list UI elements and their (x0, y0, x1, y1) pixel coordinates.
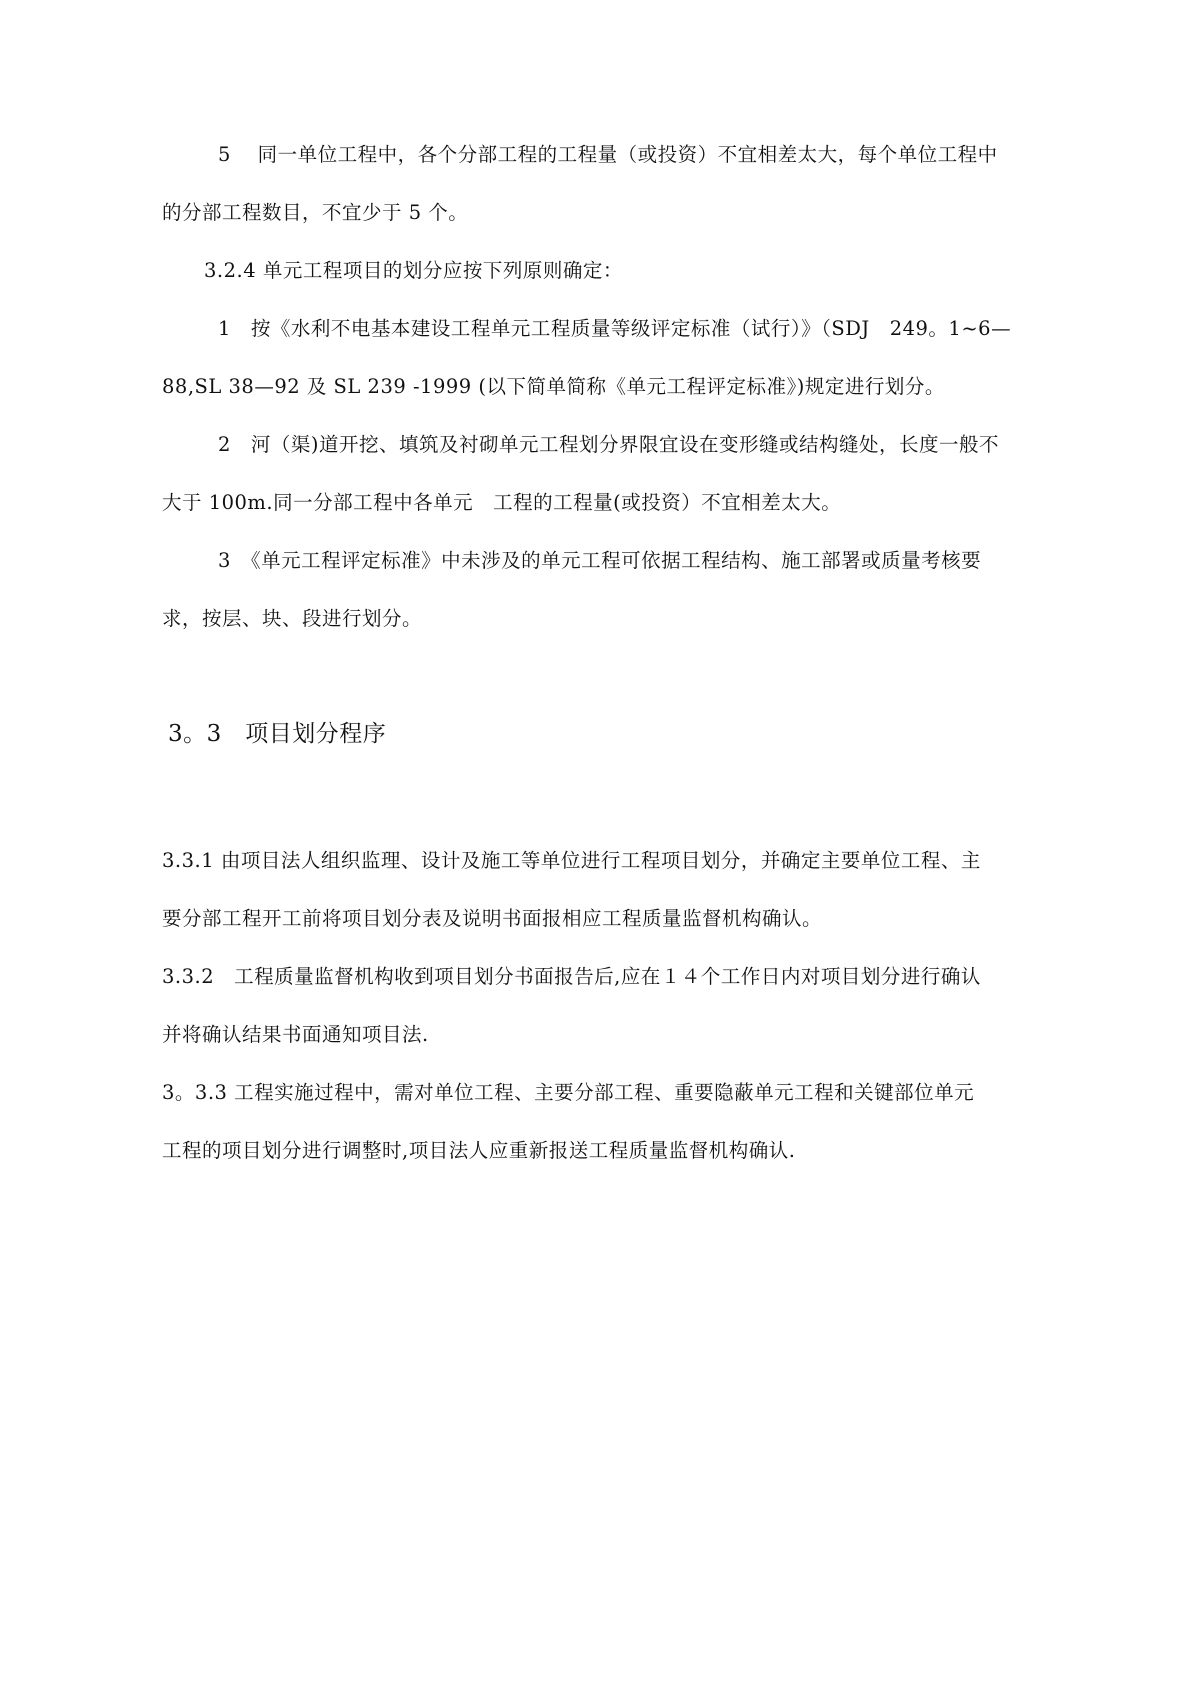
para-5-line-2: 的分部工程数目，不宜少于 5 个。 (162, 201, 469, 224)
item-3-line-1: 3 《单元工程评定标准》中未涉及的单元工程可依据工程结构、施工部署或质量考核要 (218, 549, 982, 572)
item-1-line-1: 1 按《水利不电基本建设工程单元工程质量等级评定标准（试行）》（SDJ 249。1~6— (218, 317, 1012, 340)
para-5-line-1: 5 同一单位工程中，各个分部工程的工程量（或投资）不宜相差太大，每个单位工程中 (218, 143, 998, 166)
item-1-line-2: 88,SL 38—92 及 SL 239 -1999 (以下简单简称《单元工程评定标准》)规定进行划分。 (162, 375, 945, 398)
item-2-line-1: 2 河（渠)道开挖、填筑及衬砌单元工程划分界限宜设在变形缝或结构缝处，长度一般不 (218, 433, 1000, 456)
item-3-line-2: 求，按层、块、段进行划分。 (162, 607, 423, 630)
clause-3-3-1-line-2: 要分部工程开工前将项目划分表及说明书面报相应工程质量监督机构确认。 (162, 907, 823, 930)
clause-3-3-2-line-2: 并将确认结果书面通知项目法. (162, 1023, 429, 1046)
section-heading-3-3: 3。3 项目划分程序 (168, 721, 387, 747)
clause-3-3-2-line-1: 3.3.2 工程质量监督机构收到项目划分书面报告后,应在１４个工作日内对项目划分进行确认 (162, 965, 981, 988)
clause-3-3-1-line-1: 3.3.1 由项目法人组织监理、设计及施工等单位进行工程项目划分，并确定主要单位工程、主 (162, 849, 981, 872)
item-2-line-2: 大于 100m.同一分部工程中各单元 工程的工程量(或投资）不宜相差太大。 (162, 491, 842, 514)
clause-3-3-3-line-2: 工程的项目划分进行调整时,项目法人应重新报送工程质量监督机构确认. (162, 1139, 796, 1162)
clause-3-3-3-line-1: 3。3.3 工程实施过程中，需对单位工程、主要分部工程、重要隐蔽单元工程和关键部位单元 (162, 1081, 975, 1104)
section-3-2-4: 3.2.4 单元工程项目的划分应按下列原则确定： (204, 259, 623, 282)
